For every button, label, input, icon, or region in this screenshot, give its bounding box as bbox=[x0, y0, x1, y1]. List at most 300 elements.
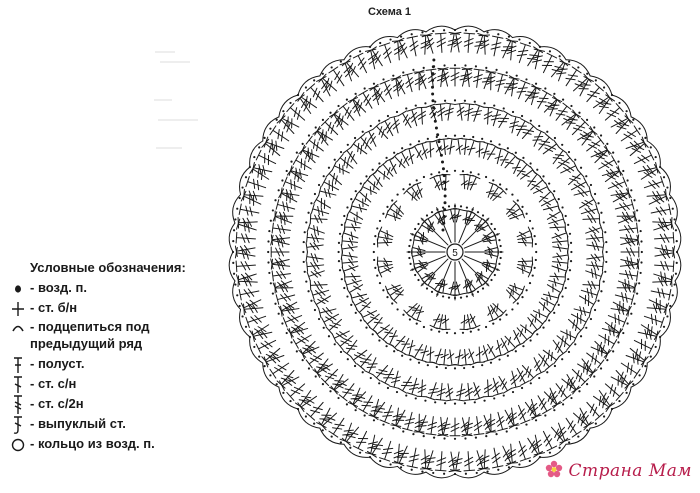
chain-dot bbox=[341, 224, 343, 226]
stitch bbox=[307, 399, 328, 420]
chain-dot bbox=[432, 30, 434, 32]
stitch bbox=[256, 336, 278, 354]
chain-dot bbox=[305, 86, 307, 88]
stitch bbox=[573, 304, 591, 317]
chain-dot bbox=[400, 466, 402, 468]
chain-dot bbox=[442, 295, 444, 297]
scallop bbox=[298, 76, 320, 95]
chain-dot bbox=[505, 188, 507, 190]
chain-dot bbox=[586, 383, 588, 385]
chain-dot bbox=[378, 339, 380, 341]
chain-dot bbox=[418, 140, 420, 142]
chain-dot bbox=[236, 294, 238, 296]
chain-dot bbox=[485, 435, 487, 437]
chain-dot bbox=[347, 358, 349, 360]
stitch bbox=[365, 311, 382, 327]
chain-dot bbox=[486, 470, 488, 472]
chain-dot bbox=[460, 205, 462, 207]
stitch bbox=[517, 233, 532, 244]
chain-dot bbox=[593, 375, 595, 377]
chain-dot bbox=[465, 473, 467, 475]
stitch bbox=[539, 429, 557, 451]
chain-dot bbox=[318, 318, 320, 320]
stitch bbox=[479, 35, 491, 54]
chain-dot bbox=[350, 198, 352, 200]
chain-dot bbox=[445, 135, 447, 137]
chain-dot bbox=[405, 394, 407, 396]
chain-dot bbox=[549, 50, 551, 52]
stitch bbox=[238, 217, 257, 229]
chain-dot bbox=[603, 280, 605, 282]
chain-dot bbox=[486, 31, 488, 33]
start-chain-dot bbox=[442, 167, 445, 170]
stitch bbox=[392, 41, 404, 61]
chain-dot bbox=[526, 213, 528, 215]
stitch bbox=[612, 116, 633, 137]
chain-dot bbox=[387, 387, 389, 389]
stitch bbox=[241, 295, 263, 313]
chain-dot bbox=[496, 233, 498, 235]
chain-dot bbox=[497, 33, 499, 35]
stitch bbox=[310, 280, 327, 290]
watermark-text: Страна Мам bbox=[568, 461, 692, 481]
chain-dot bbox=[417, 279, 419, 281]
chain-dot bbox=[349, 55, 351, 57]
chain-dot bbox=[472, 136, 474, 138]
chain-dot bbox=[606, 143, 608, 145]
stitch bbox=[552, 251, 568, 262]
stitch bbox=[462, 68, 474, 87]
chain-dot bbox=[553, 409, 555, 411]
chain-dot bbox=[603, 221, 605, 223]
chain-dot bbox=[476, 30, 478, 32]
chain-dot bbox=[650, 356, 652, 358]
chain-dot bbox=[640, 261, 642, 263]
start-chain-dot bbox=[443, 174, 446, 177]
chain-dot bbox=[521, 296, 523, 298]
start-chain-dot bbox=[436, 133, 439, 136]
stitch bbox=[479, 414, 495, 434]
chain-dot bbox=[522, 157, 524, 159]
stitch bbox=[583, 84, 604, 105]
chain-dot bbox=[604, 231, 606, 233]
chain-dot bbox=[331, 435, 333, 437]
chain-dot bbox=[483, 102, 485, 104]
chain-dot bbox=[370, 125, 372, 127]
stitch bbox=[460, 139, 470, 155]
chain-dot bbox=[570, 251, 572, 253]
stitch bbox=[342, 237, 358, 247]
chain-dot bbox=[411, 233, 413, 235]
chain-dot bbox=[323, 327, 325, 329]
chain-dot bbox=[310, 202, 312, 204]
chain-dot bbox=[267, 261, 269, 263]
chain-dot bbox=[515, 152, 517, 154]
chain-dot bbox=[370, 377, 372, 379]
chain-dot bbox=[525, 423, 527, 425]
chain-dot bbox=[538, 377, 540, 379]
chain-dot bbox=[302, 359, 304, 361]
chain-dot bbox=[346, 295, 348, 297]
chain-dot bbox=[673, 218, 675, 220]
watermark bbox=[544, 459, 692, 481]
stitch bbox=[277, 367, 298, 388]
chain-dot bbox=[495, 433, 497, 435]
chain-dot bbox=[549, 452, 551, 454]
chain-dot bbox=[296, 350, 298, 352]
stitch bbox=[507, 116, 520, 134]
chain-dot bbox=[525, 78, 527, 80]
chain-dot bbox=[436, 208, 438, 210]
chain-dot bbox=[278, 189, 280, 191]
chain-dot bbox=[559, 55, 561, 57]
stitch bbox=[484, 250, 498, 260]
chain-dot bbox=[498, 143, 500, 145]
chain-dot bbox=[594, 193, 596, 195]
chain-dot bbox=[567, 224, 569, 226]
chain-dot bbox=[315, 375, 317, 377]
chain-dot bbox=[494, 274, 496, 276]
chain-dot bbox=[638, 128, 640, 130]
chain-dot bbox=[454, 297, 456, 299]
chain-dot bbox=[305, 415, 307, 417]
stitch bbox=[420, 35, 432, 54]
chain-dot bbox=[496, 269, 498, 271]
chain-dot bbox=[444, 402, 446, 404]
stitch bbox=[390, 370, 403, 388]
chain-dot bbox=[454, 438, 456, 440]
chain-dot bbox=[612, 152, 614, 154]
stitch bbox=[319, 74, 340, 95]
chain-dot bbox=[396, 391, 398, 393]
stitch bbox=[465, 348, 478, 365]
stitch bbox=[489, 36, 503, 57]
chain-dot bbox=[593, 126, 595, 128]
stitch bbox=[586, 240, 604, 252]
chain-dot bbox=[553, 312, 555, 314]
stitch bbox=[654, 260, 674, 272]
start-chain-dot bbox=[440, 154, 443, 157]
stitch bbox=[394, 38, 412, 60]
stitch bbox=[426, 69, 438, 88]
chain-dot bbox=[393, 350, 395, 352]
chain-dot bbox=[426, 214, 428, 216]
chain-dot bbox=[432, 472, 434, 474]
chain-dot bbox=[263, 365, 265, 367]
stitch bbox=[518, 257, 533, 266]
chain-dot bbox=[574, 343, 576, 345]
chain-dot bbox=[535, 251, 537, 253]
chain-dot bbox=[443, 64, 445, 66]
stitch bbox=[348, 386, 364, 406]
chain-dot bbox=[263, 137, 265, 139]
start-chain-dot bbox=[432, 65, 435, 68]
chain-dot bbox=[636, 209, 638, 211]
chain-dot bbox=[472, 293, 474, 295]
chain-dot bbox=[408, 257, 410, 259]
start-chain-dot bbox=[431, 86, 434, 89]
stitch bbox=[475, 141, 484, 157]
legend-item-double-crochet bbox=[10, 375, 235, 392]
chain-dot bbox=[307, 212, 309, 214]
chain-dot bbox=[669, 305, 671, 307]
stitch bbox=[343, 337, 360, 356]
stitch bbox=[652, 217, 671, 229]
scallop bbox=[540, 444, 566, 457]
start-chain-dot bbox=[443, 215, 446, 218]
chain-dot bbox=[569, 233, 571, 235]
chain-dot bbox=[402, 188, 404, 190]
chain-dot bbox=[338, 260, 340, 262]
chain-dot bbox=[382, 213, 384, 215]
stitch bbox=[643, 177, 664, 193]
chain-dot bbox=[396, 193, 398, 195]
chain-dot bbox=[454, 367, 456, 369]
chain-dot bbox=[379, 460, 381, 462]
hook-under-icon bbox=[10, 318, 26, 338]
legend-label: - кольцо из возд. п. bbox=[30, 436, 155, 451]
legend-item-chain bbox=[10, 279, 235, 296]
chain-dot bbox=[414, 274, 416, 276]
chain-dot bbox=[322, 429, 324, 431]
stitch bbox=[239, 286, 260, 300]
chain-dot bbox=[454, 135, 456, 137]
stitch bbox=[440, 349, 450, 365]
chain-dot bbox=[343, 287, 345, 289]
chain-dot bbox=[672, 294, 674, 296]
chain-dot bbox=[286, 332, 288, 334]
stitch bbox=[418, 142, 431, 159]
chain-dot bbox=[303, 241, 305, 243]
stitch bbox=[479, 345, 492, 362]
chain-dot bbox=[318, 184, 320, 186]
chain-dot bbox=[289, 400, 291, 402]
chain-dot bbox=[506, 430, 508, 432]
chain-dot bbox=[416, 179, 418, 181]
chain-dot bbox=[423, 176, 425, 178]
chain-dot bbox=[349, 447, 351, 449]
chain-dot bbox=[600, 290, 602, 292]
legend-label: - ст. с/н bbox=[30, 376, 77, 391]
chain-dot bbox=[492, 179, 494, 181]
stitch bbox=[238, 276, 257, 288]
chain-dot bbox=[331, 66, 333, 68]
chain-dot bbox=[376, 274, 378, 276]
chain-dot bbox=[498, 358, 500, 360]
stitch bbox=[310, 214, 327, 224]
chain-dot bbox=[454, 205, 456, 207]
stitch bbox=[426, 381, 440, 400]
chain-dot bbox=[474, 401, 476, 403]
chain-dot bbox=[396, 111, 398, 113]
chain-dot bbox=[289, 102, 291, 104]
stitch bbox=[271, 247, 289, 257]
chain-dot bbox=[270, 220, 272, 222]
stitch bbox=[301, 145, 321, 161]
chain-dot bbox=[666, 315, 668, 317]
chain-dot bbox=[322, 73, 324, 75]
chain-dot bbox=[276, 119, 278, 121]
stitch bbox=[246, 177, 267, 193]
chain-dot bbox=[470, 171, 472, 173]
start-chain-dot bbox=[444, 195, 447, 198]
chain-dot bbox=[499, 183, 501, 185]
chain-dot bbox=[274, 199, 276, 201]
stitch bbox=[632, 150, 654, 168]
chain-dot bbox=[499, 318, 501, 320]
chain-dot bbox=[574, 159, 576, 161]
chain-dot bbox=[290, 161, 292, 163]
chain-dot bbox=[314, 309, 316, 311]
chain-dot bbox=[577, 435, 579, 437]
chain-dot bbox=[638, 220, 640, 222]
stitch bbox=[590, 392, 612, 412]
chain-dot bbox=[355, 190, 357, 192]
chain-dot bbox=[418, 362, 420, 364]
stitch bbox=[650, 286, 671, 300]
chain-dot bbox=[402, 430, 404, 432]
chain-dot bbox=[633, 199, 635, 201]
chain-dot bbox=[355, 409, 357, 411]
chain-dot bbox=[529, 460, 531, 462]
chain-dot bbox=[427, 364, 429, 366]
chain-dot bbox=[253, 346, 255, 348]
scallop bbox=[675, 223, 681, 252]
chain-dot bbox=[448, 205, 450, 207]
chain-dot bbox=[516, 75, 518, 77]
chain-dot bbox=[379, 282, 381, 284]
scallop bbox=[229, 223, 235, 252]
stitch bbox=[614, 290, 634, 304]
chain-dot bbox=[485, 176, 487, 178]
chain-dot bbox=[546, 131, 548, 133]
chain-dot bbox=[339, 269, 341, 271]
chain-dot bbox=[408, 251, 410, 253]
start-chain-dot bbox=[442, 229, 445, 232]
chain-dot bbox=[431, 291, 433, 293]
stitch bbox=[620, 259, 639, 271]
start-chain-dot bbox=[443, 208, 446, 211]
chain-dot bbox=[600, 367, 602, 369]
stitch bbox=[489, 447, 503, 468]
chain-dot bbox=[561, 295, 563, 297]
chain-dot bbox=[350, 304, 352, 306]
chain-dot bbox=[272, 292, 274, 294]
stitch bbox=[298, 392, 320, 412]
chain-dot bbox=[641, 251, 643, 253]
stitch bbox=[418, 345, 431, 362]
chain-dot bbox=[498, 263, 500, 265]
chain-dot bbox=[505, 314, 507, 316]
chain-dot bbox=[565, 287, 567, 289]
scallop bbox=[590, 409, 612, 428]
chain-dot bbox=[466, 295, 468, 297]
chain-dot bbox=[669, 197, 671, 199]
chain-dot bbox=[561, 144, 563, 146]
chain-dot bbox=[464, 100, 466, 102]
chain-dot bbox=[486, 218, 488, 220]
chain-dot bbox=[411, 469, 413, 471]
chain-dot bbox=[529, 339, 531, 341]
chain-dot bbox=[434, 401, 436, 403]
chain-dot bbox=[337, 105, 339, 107]
stitch bbox=[322, 178, 341, 194]
chain-dot bbox=[334, 159, 336, 161]
scallop bbox=[250, 337, 263, 363]
legend-item-slip-stitch bbox=[10, 355, 235, 372]
chain-dot bbox=[522, 345, 524, 347]
stitch bbox=[514, 403, 530, 423]
chain-dot bbox=[570, 105, 572, 107]
chain-dot bbox=[338, 251, 340, 253]
chain-dot bbox=[536, 169, 538, 171]
stitch bbox=[415, 70, 431, 90]
chain-dot bbox=[482, 214, 484, 216]
chain-dot bbox=[365, 175, 367, 177]
chain-dot bbox=[389, 38, 391, 40]
start-chain-dot bbox=[437, 140, 440, 143]
chain-dot bbox=[529, 42, 531, 44]
stitch bbox=[612, 367, 633, 388]
chain-dot bbox=[391, 199, 393, 201]
chain-dot bbox=[466, 206, 468, 208]
chain-dot bbox=[465, 29, 467, 31]
chain-dot bbox=[282, 392, 284, 394]
chain-dot bbox=[548, 182, 550, 184]
chain-dot bbox=[463, 135, 465, 137]
chain-dot bbox=[308, 367, 310, 369]
chain-dot bbox=[421, 218, 423, 220]
chain-dot bbox=[558, 198, 560, 200]
stitch bbox=[337, 332, 356, 350]
chain-dot bbox=[640, 230, 642, 232]
chain-dot bbox=[464, 64, 466, 66]
chain-dot bbox=[554, 137, 556, 139]
chain-dot bbox=[267, 240, 269, 242]
stitch bbox=[390, 116, 403, 134]
legend-title: Условные обозначения: bbox=[30, 260, 186, 275]
stitch bbox=[357, 134, 375, 153]
chain-dot bbox=[483, 400, 485, 402]
start-chain-dot bbox=[442, 222, 445, 225]
chain-dot bbox=[534, 267, 536, 269]
chain-dot bbox=[239, 197, 241, 199]
chain-dot bbox=[472, 208, 474, 210]
chain-dot bbox=[272, 209, 274, 211]
chain-dot bbox=[411, 33, 413, 35]
chain-dot bbox=[474, 101, 476, 103]
scallop bbox=[612, 95, 631, 117]
chain-dot bbox=[630, 189, 632, 191]
stitch bbox=[469, 381, 483, 400]
chain-dot bbox=[521, 206, 523, 208]
legend-item-hook-under bbox=[10, 318, 235, 352]
chain-dot bbox=[503, 394, 505, 396]
chain-dot bbox=[633, 303, 635, 305]
chain-dot bbox=[421, 31, 423, 33]
chain-dot bbox=[553, 93, 555, 95]
chain-dot bbox=[577, 66, 579, 68]
chain-dot bbox=[359, 452, 361, 454]
chain-dot bbox=[626, 110, 628, 112]
chain-dot bbox=[393, 152, 395, 154]
stitch bbox=[403, 73, 417, 93]
chain-dot bbox=[597, 300, 599, 302]
chain-dot bbox=[408, 245, 410, 247]
chain-dot bbox=[672, 208, 674, 210]
chain-dot bbox=[401, 147, 403, 149]
stitch bbox=[417, 107, 427, 124]
